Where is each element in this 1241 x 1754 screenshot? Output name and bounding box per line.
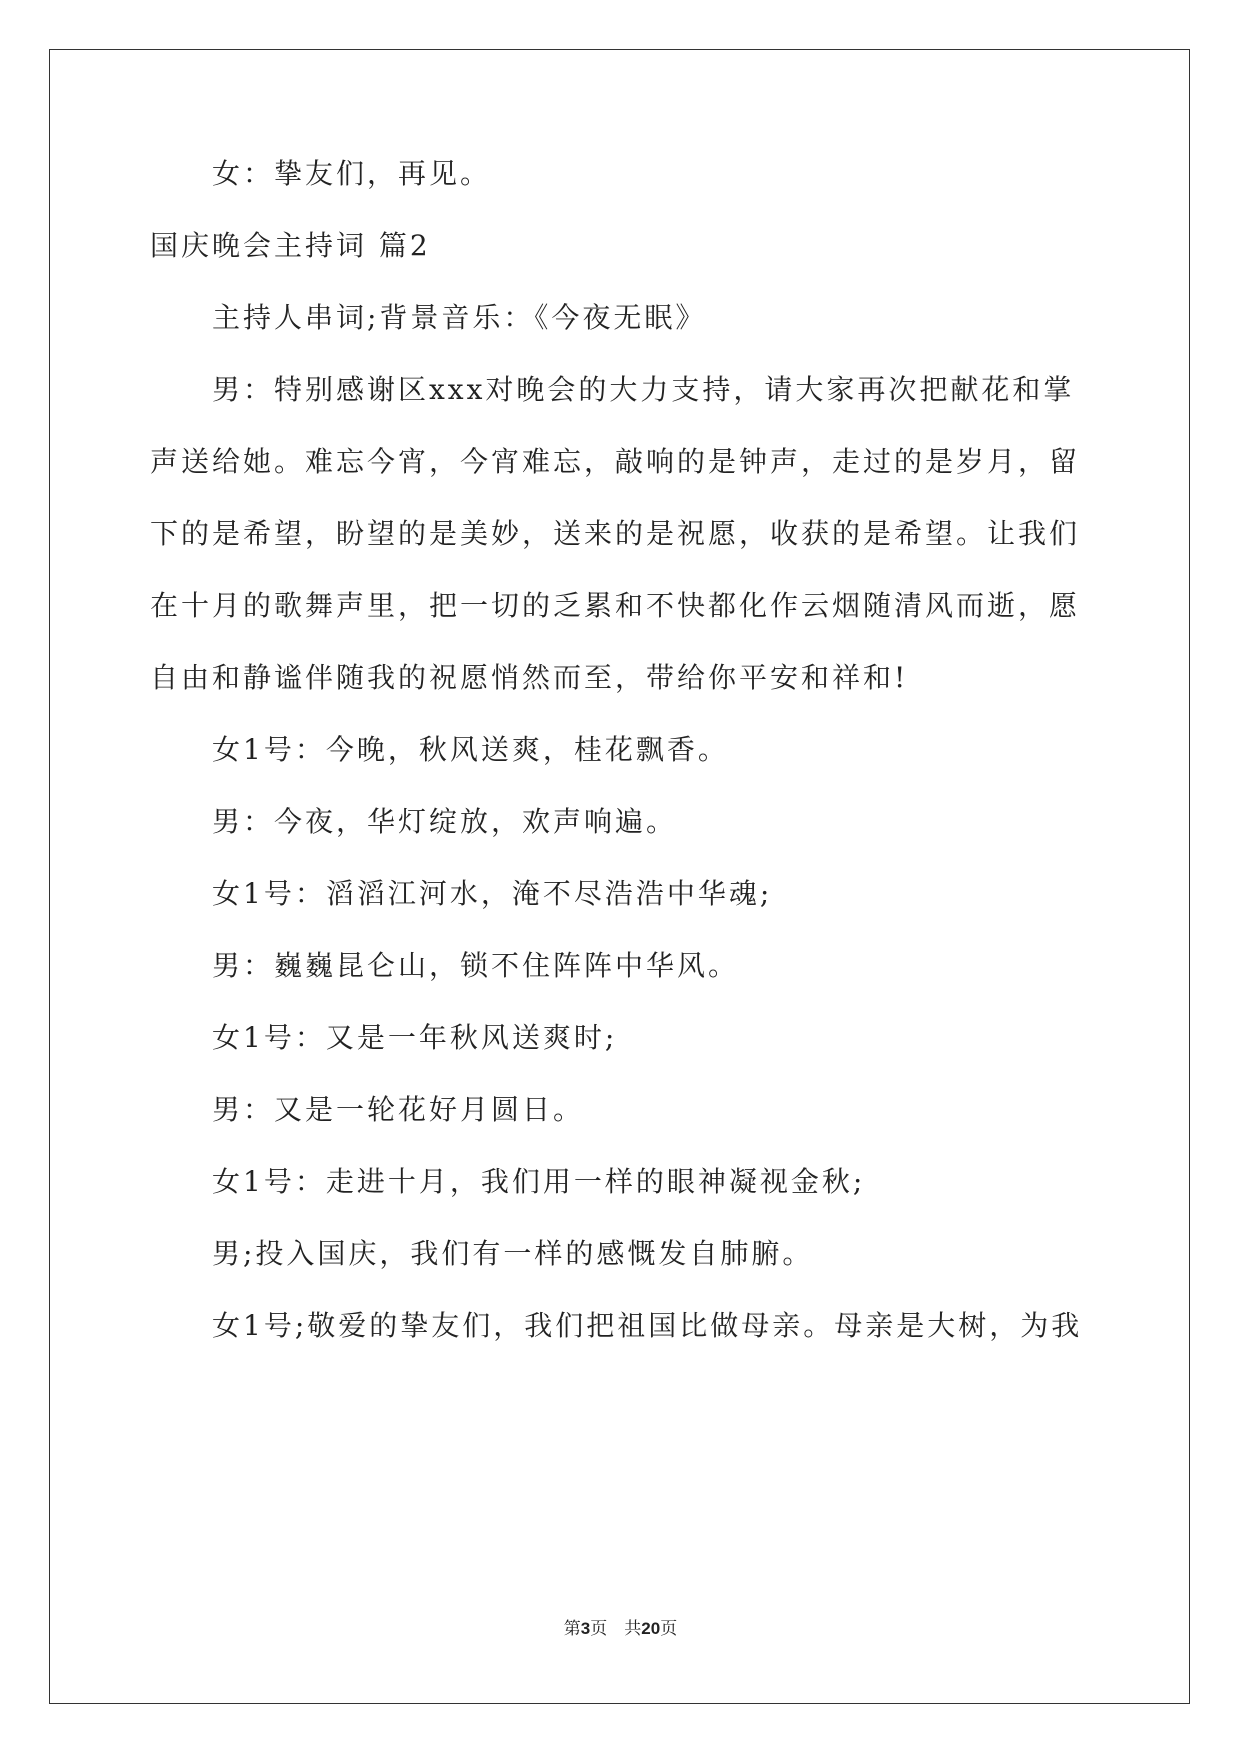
text-line-6: 下的是希望，盼望的是美妙，送来的是祝愿，收获的是希望。让我们 [150, 517, 1081, 550]
text-line-9: 女1号：今晚，秋风送爽，桂花飘香。 [150, 733, 729, 766]
text-line-8: 自由和静谧伴随我的祝愿悄然而至，带给你平安和祥和! [150, 661, 909, 694]
text-line-1: 女：挚友们，再见。 [150, 157, 492, 190]
text-line-15: 女1号：走进十月，我们用一样的眼神凝视金秋; [150, 1165, 866, 1198]
page-footer [0, 1614, 1241, 1639]
text-line-4: 男：特别感谢区xxx对晚会的大力支持，请大家再次把献花和掌 [150, 373, 1075, 406]
text-line-16: 男;投入国庆，我们有一样的感慨发自肺腑。 [150, 1237, 814, 1270]
footer-suffix: 页 [660, 1619, 678, 1639]
text-line-7: 在十月的歌舞声里，把一切的乏累和不快都化作云烟随清风而逝，愿 [150, 589, 1081, 622]
text-line-11: 女1号：滔滔江河水，淹不尽浩浩中华魂; [150, 877, 773, 910]
footer-total-pages: 20 [641, 1619, 661, 1638]
footer-prefix: 第 [563, 1619, 581, 1639]
footer-mid: 页 共 [590, 1619, 642, 1639]
text-line-13: 女1号：又是一年秋风送爽时; [150, 1021, 618, 1054]
text-line-10: 男：今夜，华灯绽放，欢声响遍。 [150, 805, 678, 838]
section-heading: 国庆晚会主持词 篇2 [150, 229, 431, 262]
text-line-5: 声送给她。难忘今宵，今宵难忘，敲响的是钟声，走过的是岁月，留 [150, 445, 1081, 478]
text-line-14: 男：又是一轮花好月圆日。 [150, 1093, 585, 1126]
text-line-17: 女1号;敬爱的挚友们，我们把祖国比做母亲。母亲是大树，为我 [150, 1309, 1083, 1342]
text-line-12: 男：巍巍昆仑山，锁不住阵阵中华风。 [150, 949, 740, 982]
footer-page-number: 3 [580, 1619, 591, 1638]
text-line-3: 主持人串词;背景音乐：《今夜无眠》 [150, 301, 707, 334]
